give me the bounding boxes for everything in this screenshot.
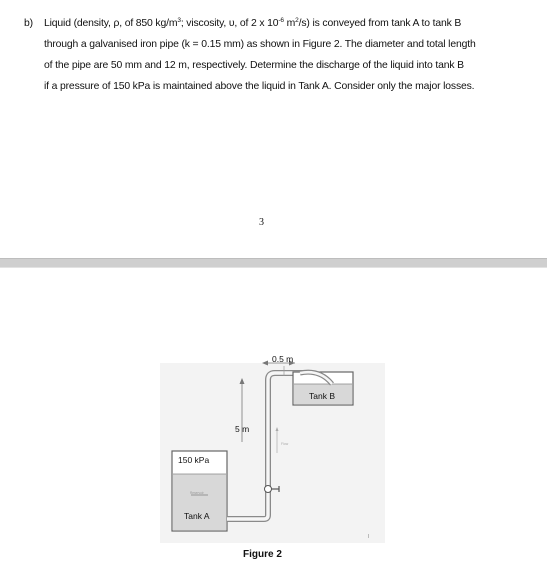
question-line-3: of the pipe are 50 mm and 12 m, respectively. Determine the discharge of the liquid into tank B — [44, 60, 464, 71]
question-text-unit: m — [283, 18, 296, 29]
tank-a-liquid — [173, 474, 226, 530]
pressure-label: 150 kPa — [178, 455, 210, 465]
superscript-viscosity: -6 — [278, 17, 284, 24]
question-line-2: through a galvanised iron pipe (k = 0.15 mm) as shown in Figure 2. The diameter and total length — [44, 39, 476, 50]
question-text-density: Liquid (density, ρ, of 850 kg/m — [44, 18, 178, 29]
figure-caption: Figure 2 — [243, 549, 282, 560]
question-line-1 — [44, 13, 514, 34]
document-page — [0, 0, 547, 255]
question-text-conveyed: /s) is conveyed from tank A to tank B — [298, 18, 462, 29]
flow-tiny-label: Flow — [281, 442, 289, 446]
page-number: 3 — [259, 217, 264, 228]
question-line-4: if a pressure of 150 kPa is maintained above the liquid in Tank A. Consider only the major losses. — [44, 81, 475, 92]
pipe-system-diagram — [0, 268, 547, 566]
dimension-label-horizontal: 0.5 m — [272, 354, 294, 364]
question-b — [24, 13, 514, 97]
figure-2 — [0, 268, 547, 566]
superscript-density: 3 — [177, 17, 181, 24]
tank-a-label: Tank A — [184, 511, 210, 521]
page-divider — [0, 258, 547, 268]
question-text — [44, 13, 514, 97]
dimension-label-vertical: 5 m — [235, 424, 250, 434]
scan-mark — [368, 534, 369, 538]
valve-icon — [265, 486, 272, 493]
superscript-area: 2 — [295, 17, 299, 24]
tank-a-tiny-label: Reservoir — [190, 491, 204, 495]
tank-b-label: Tank B — [309, 391, 335, 401]
question-text-viscosity: ; viscosity, υ, of 2 x 10 — [180, 18, 279, 29]
question-marker: b) — [24, 18, 33, 29]
